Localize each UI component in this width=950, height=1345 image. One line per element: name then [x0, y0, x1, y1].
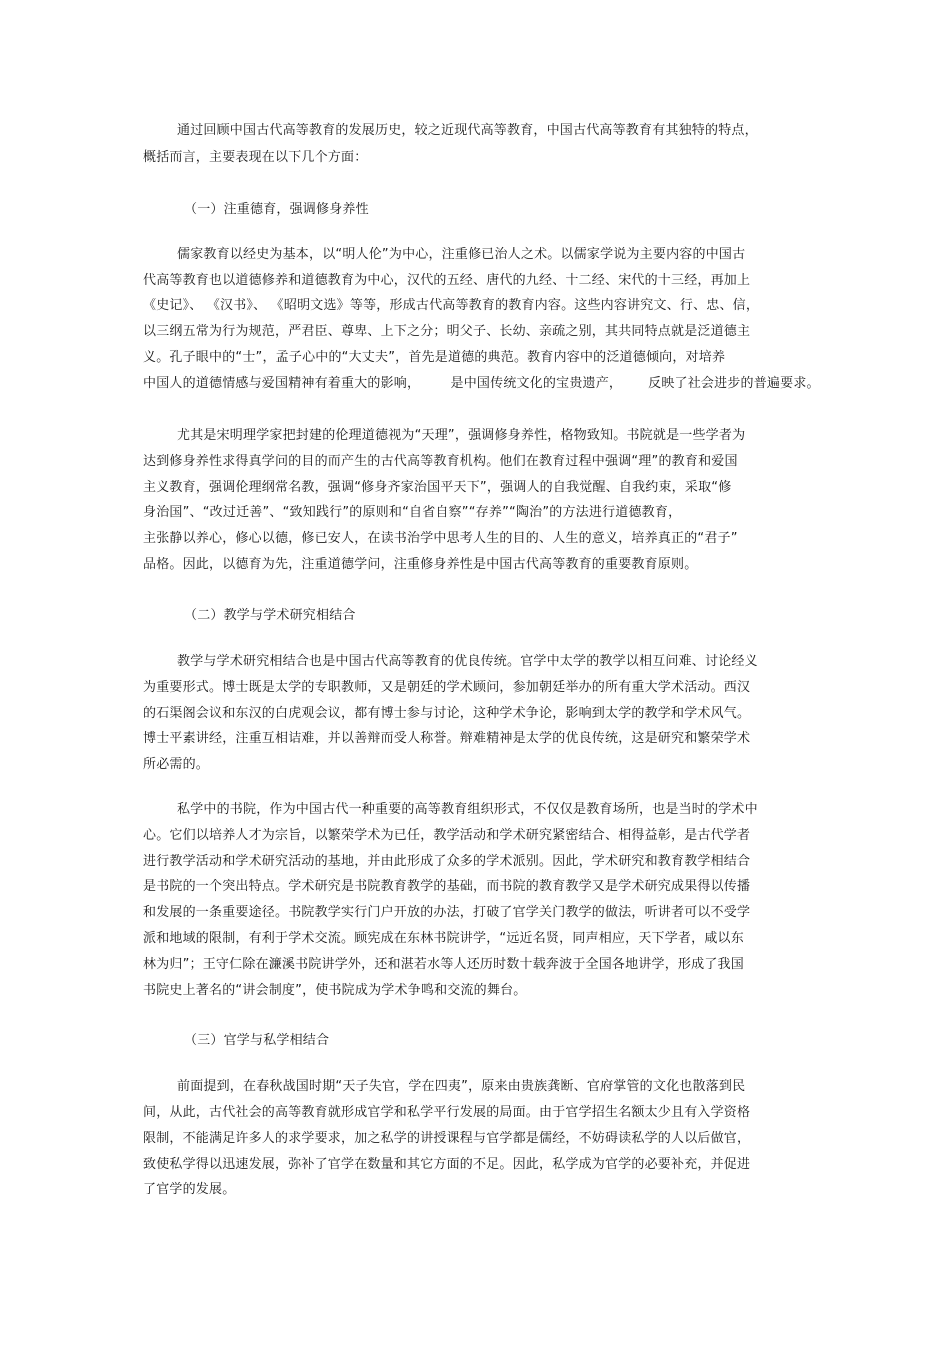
p4-line-3: 进行教学活动和学术研究活动的基地，并由此形成了众多的学术派别。因此，学术研究和教育教学相结合: [143, 854, 751, 869]
intro-line-1: 通过回顾中国古代高等教育的发展历史，较之近现代高等教育，中国古代高等教育有其独特的特点，: [177, 123, 758, 138]
p5-line-5: 了官学的发展。: [143, 1182, 236, 1197]
p4-line-2: 心。它们以培养人才为宗旨，以繁荣学术为已任，教学活动和学术研究紧密结合、相得益彰，是古代学者: [143, 828, 751, 843]
intro-line-2: 概括而言，主要表现在以下几个方面：: [143, 150, 368, 165]
p1-line-3: 《史记》、 《汉书》、 《昭明文选》等等，形成古代高等教育的教育内容。这些内容讲究文、行、忠、信，: [143, 298, 760, 313]
p4-line-6: 派和地域的限制，有利于学术交流。顾宪成在东林书院讲学，“远近名贤，同声相应，天下学者，咸以东: [143, 931, 744, 946]
p5-line-3: 限制，不能满足许多人的求学要求，加之私学的讲授课程与官学都是儒经，不妨碍读私学的人以后做官，: [143, 1131, 751, 1146]
p2-line-6: 品格。因此，以德育为先，注重道德学问，注重修身养性是中国古代高等教育的重要教育原则。: [143, 557, 698, 572]
p5-line-1: 前面提到，在春秋战国时期“天子失官，学在四夷”，原来由贵族龚断、官府掌管的文化也散落到民: [177, 1079, 746, 1094]
p1-line-1: 儒家教育以经史为基本，以“明人伦”为中心，注重修已治人之术。以儒家学说为主要内容的中国古: [177, 247, 746, 262]
p1-line-4: 以三纲五常为行为规范，严君臣、尊卑、上下之分；明父子、长幼、亲疏之别，其共同特点就是泛道德主: [143, 324, 751, 339]
p5-line-2: 间，从此，古代社会的高等教育就形成官学和私学平行发展的局面。由于官学招生名额太少且有入学资格: [143, 1105, 751, 1120]
p2-line-2: 达到修身养性求得真学问的目的而产生的古代高等教育机构。他们在教育过程中强调“理”的教育和爱国: [143, 454, 738, 469]
p1-line-2: 代高等教育也以道德修养和道德教育为中心，汉代的五经、唐代的九经、十二经、宋代的十三经，再加上: [143, 273, 751, 288]
p1-line-5: 义。孔子眼中的“士”，孟子心中的“大丈夫”，首先是道德的典范。教育内容中的泛道德倾向，对培养: [143, 350, 726, 365]
p4-line-8: 书院史上著名的“讲会制度”，使书院成为学术争鸣和交流的舞台。: [143, 983, 527, 998]
p3-line-4: 博士平素讲经，注重互相诘难，并以善辩而受人称誉。辩难精神是太学的优良传统，这是研究和繁荣学术: [143, 731, 751, 746]
p2-line-5: 主张静以养心，修心以德，修已安人，在读书治学中思考人生的目的、人生的意义，培养真正的“君子”: [143, 531, 738, 546]
p3-line-5: 所必需的。: [143, 757, 210, 772]
p5-line-4: 致使私学得以迅速发展，弥补了官学在数量和其它方面的不足。因此，私学成为官学的必要补充，并促进: [143, 1157, 751, 1172]
p2-line-4: 身治国”、“改过迁善”、“致知践行”的原则和“自省自察”“存养”“陶治”的方法进行道德教育，: [143, 505, 682, 520]
p1-line-6: 中国人的道德情感与爱国精神有着重大的影响， 是中国传统文化的宝贵遗产， 反映了社会进步的普遍要求。: [143, 376, 820, 391]
p3-line-2: 为重要形式。博士既是太学的专职教师，又是朝廷的学术顾问，参加朝廷举办的所有重大学术活动。西汉: [143, 680, 751, 695]
p4-line-4: 是书院的一个突出特点。学术研究是书院教育教学的基础，而书院的教育教学又是学术研究成果得以传播: [143, 879, 751, 894]
p4-line-1: 私学中的书院，作为中国古代一种重要的高等教育组织形式，不仅仅是教育场所，也是当时的学术中: [177, 802, 758, 817]
p2-line-1: 尤其是宋明理学家把封建的伦理道德视为“天理”，强调修身养性，格物致知。书院就是一些学者为: [177, 428, 746, 443]
p4-line-7: 林为归”；王守仁除在濂溪书院讲学外，还和湛若水等人还历时数十载奔波于全国各地讲学，形成了我国: [143, 957, 744, 972]
section-heading-1: （一）注重德育，强调修身养性: [184, 202, 369, 217]
p3-line-1: 教学与学术研究相结合也是中国古代高等教育的优良传统。官学中太学的教学以相互问难、讨论经义: [177, 654, 758, 669]
p4-line-5: 和发展的一条重要途径。书院教学实行门户开放的办法，打破了官学关门教学的做法，听讲者可以不受学: [143, 905, 751, 920]
section-heading-3: （三）官学与私学相结合: [184, 1033, 330, 1048]
p3-line-3: 的石渠阁会议和东汉的白虎观会议，都有博士参与讨论，这种学术争论，影响到太学的教学和学术风气。: [143, 706, 751, 721]
section-heading-2: （二）教学与学术研究相结合: [184, 608, 356, 623]
p2-line-3: 主义教育，强调伦理纲常名教，强调“修身齐家治国平天下”，强调人的自我觉醒、自我约束，采取“修: [143, 480, 732, 495]
